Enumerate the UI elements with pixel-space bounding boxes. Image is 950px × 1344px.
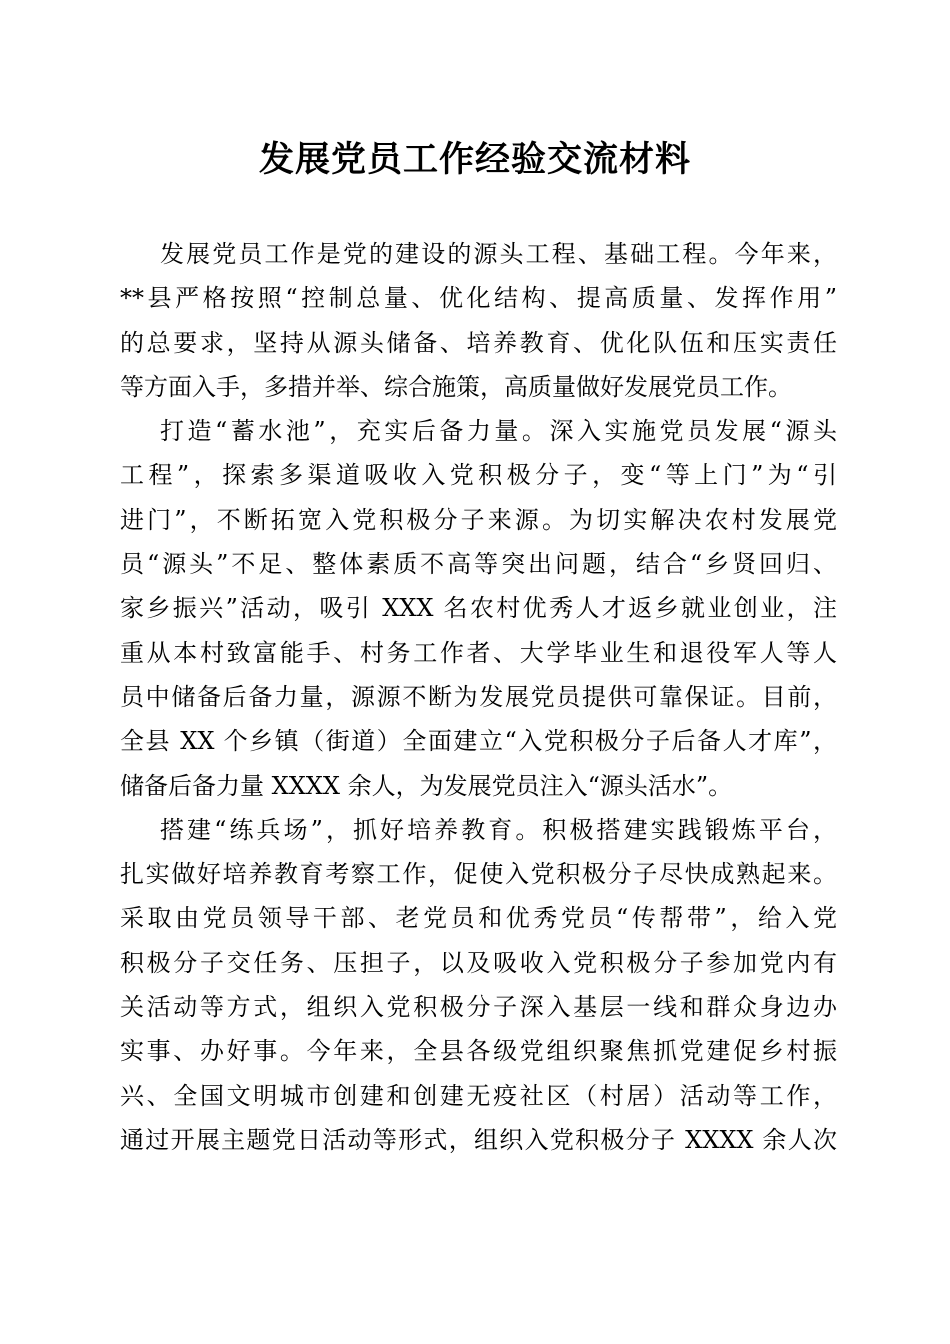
paragraph-line: 搭建“练兵场”，抓好培养教育。积极搭建实践锻炼平台， xyxy=(160,815,837,844)
paragraph-line: 通过开展主题党日活动等形式，组织入党积极分子 XXXX 余人次 xyxy=(120,1125,837,1154)
paragraph-line: 的总要求，坚持从源头储备、培养教育、优化队伍和压实责任 xyxy=(120,328,837,357)
paragraph-line: 全县 XX 个乡镇（街道）全面建立“入党积极分子后备人才库”， xyxy=(120,727,837,756)
paragraph-line: 工程”，探索多渠道吸收入党积极分子，变“等上门”为“引 xyxy=(120,461,837,490)
paragraph-line: 关活动等方式，组织入党积极分子深入基层一线和群众身边办 xyxy=(120,993,837,1022)
paragraph-line: 实事、办好事。今年来，全县各级党组织聚焦抓党建促乡村振 xyxy=(120,1037,837,1066)
paragraph-line: 采取由党员领导干部、老党员和优秀党员“传帮带”，给入党 xyxy=(120,904,837,933)
paragraph-line: 积极分子交任务、压担子，以及吸收入党积极分子参加党内有 xyxy=(120,948,837,977)
paragraph-line: 进门”，不断拓宽入党积极分子来源。为切实解决农村发展党 xyxy=(120,505,837,534)
paragraph-line: 发展党员工作是党的建设的源头工程、基础工程。今年来， xyxy=(160,240,837,268)
paragraph-line: 员中储备后备力量，源源不断为发展党员提供可靠保证。目前， xyxy=(120,682,837,711)
document-title: 发展党员工作经验交流材料 xyxy=(258,139,691,180)
document-body xyxy=(120,232,837,1162)
paragraph-line: 兴、全国文明城市创建和创建无疫社区（村居）活动等工作， xyxy=(120,1081,837,1110)
paragraph-line: **县严格按照“控制总量、优化结构、提高质量、发挥作用” xyxy=(120,284,837,313)
paragraph-line: 员“源头”不足、整体素质不高等突出问题，结合“乡贤回归、 xyxy=(120,550,837,579)
paragraph-line: 扎实做好培养教育考察工作，促使入党积极分子尽快成熟起来。 xyxy=(120,860,837,889)
paragraph-line: 打造“蓄水池”，充实后备力量。深入实施党员发展“源头 xyxy=(160,417,837,446)
paragraph-line: 等方面入手，多措并举、综合施策，高质量做好发展党员工作。 xyxy=(120,372,792,401)
paragraph-line: 家乡振兴”活动，吸引 XXX 名农村优秀人才返乡就业创业，注 xyxy=(120,594,837,623)
paragraph-line: 重从本村致富能手、村务工作者、大学毕业生和退役军人等人 xyxy=(120,638,837,667)
paragraph-line: 储备后备力量 XXXX 余人，为发展党员注入“源头活水”。 xyxy=(120,771,733,800)
